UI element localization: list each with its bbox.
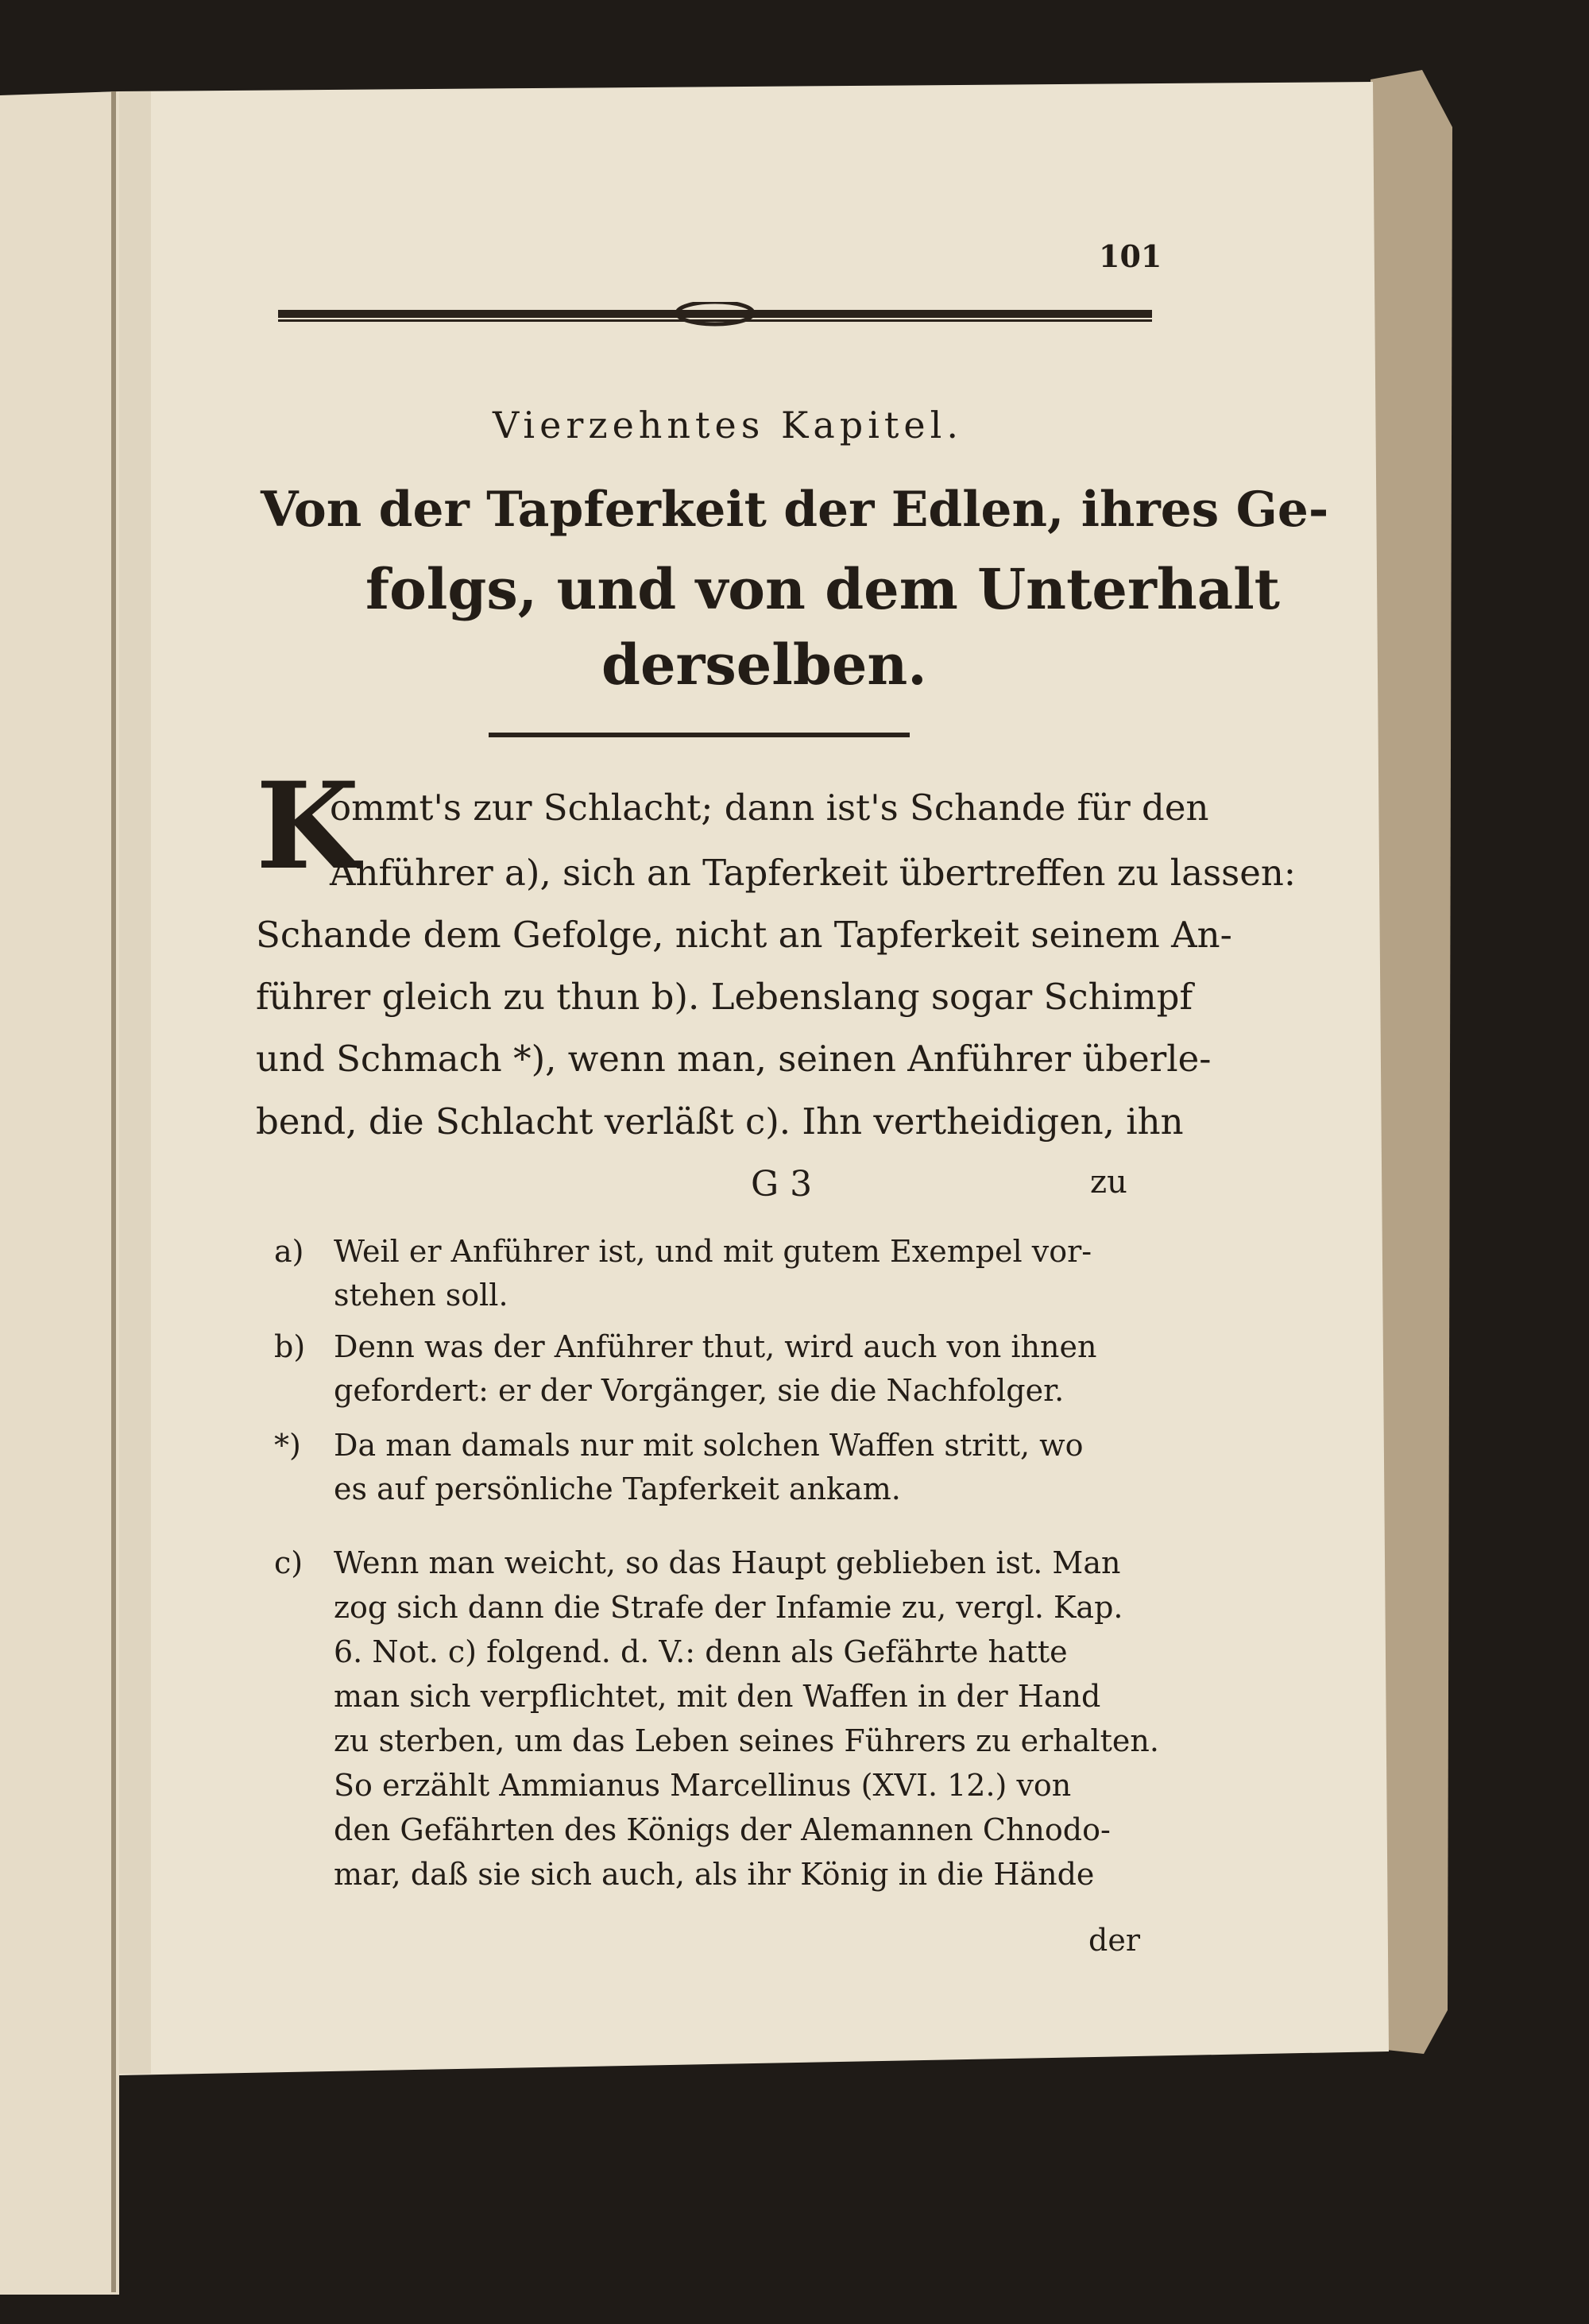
footnote-a-marker: a) [274, 1234, 304, 1269]
body-line-5: und Schmach *), wenn man, seinen Anführer überle- [256, 1038, 1212, 1080]
footnote-c-line-5: zu sterben, um das Leben seines Führers zu erhalten. [334, 1723, 1159, 1758]
body-line-3: Schande dem Gefolge, nicht an Tapferkeit seinem An- [256, 914, 1232, 956]
footnote-c-line-1: Wenn man weicht, so das Haupt geblieben ist. Man [334, 1545, 1121, 1580]
chapter-title-line-3: derselben. [601, 632, 927, 698]
chapter-title-line-2: folgs, und von dem Unterhalt [365, 556, 1281, 622]
footnote-b-marker: b) [274, 1329, 306, 1364]
body-line-4: führer gleich zu thun b). Lebenslang sogar Schimpf [256, 976, 1193, 1018]
body-line-2: Anführer a), sich an Tapferkeit übertreffen zu lassen: [330, 852, 1296, 894]
footnote-c-line-2: zog sich dann die Strafe der Infamie zu, vergl. Kap. [334, 1590, 1123, 1625]
section-rule [489, 733, 910, 737]
ornamental-rule [278, 302, 1152, 334]
footnote-b-line-1: Denn was der Anführer thut, wird auch von ihnen [334, 1329, 1097, 1364]
body-line-1: ommt's zur Schlacht; dann ist's Schande für den [330, 787, 1209, 829]
footnote-c-line-3: 6. Not. c) folgend. d. V.: denn als Gefährte hatte [334, 1634, 1068, 1669]
footnote-c-line-4: man sich verpflichtet, mit den Waffen in der Hand [334, 1679, 1101, 1714]
signature-mark: G 3 [751, 1164, 813, 1205]
footnote-c-line-8: mar, daß sie sich auch, als ihr König in die Hände [334, 1857, 1095, 1892]
footnote-star-line-2: es auf persönliche Tapferkeit ankam. [334, 1471, 901, 1506]
body-line-6: bend, die Schlacht verläßt c). Ihn vertheidigen, ihn [256, 1100, 1184, 1143]
page-number: 101 [1099, 238, 1162, 274]
footnote-c-line-7: den Gefährten des Königs der Alemannen Chnodo- [334, 1812, 1111, 1847]
footnote-star-line-1: Da man damals nur mit solchen Waffen stritt, wo [334, 1428, 1084, 1463]
chapter-title-line-1: Von der Tapferkeit der Edlen, ihres Ge- [261, 481, 1329, 538]
footnote-catchword: der [1088, 1923, 1140, 1958]
footnote-c-marker: c) [274, 1545, 303, 1580]
footnote-a-line-1: Weil er Anführer ist, und mit gutem Exempel vor- [334, 1234, 1092, 1269]
body-catchword: zu [1090, 1164, 1127, 1201]
footnote-star-marker: *) [274, 1428, 301, 1463]
drop-cap: K [256, 756, 360, 896]
footnote-b-line-2: gefordert: er der Vorgänger, sie die Nachfolger. [334, 1373, 1065, 1408]
footnote-c-line-6: So erzählt Ammianus Marcellinus (XVI. 12.) von [334, 1768, 1072, 1803]
footnote-a-line-2: stehen soll. [334, 1278, 508, 1313]
chapter-label: Vierzehntes Kapitel. [493, 404, 963, 447]
